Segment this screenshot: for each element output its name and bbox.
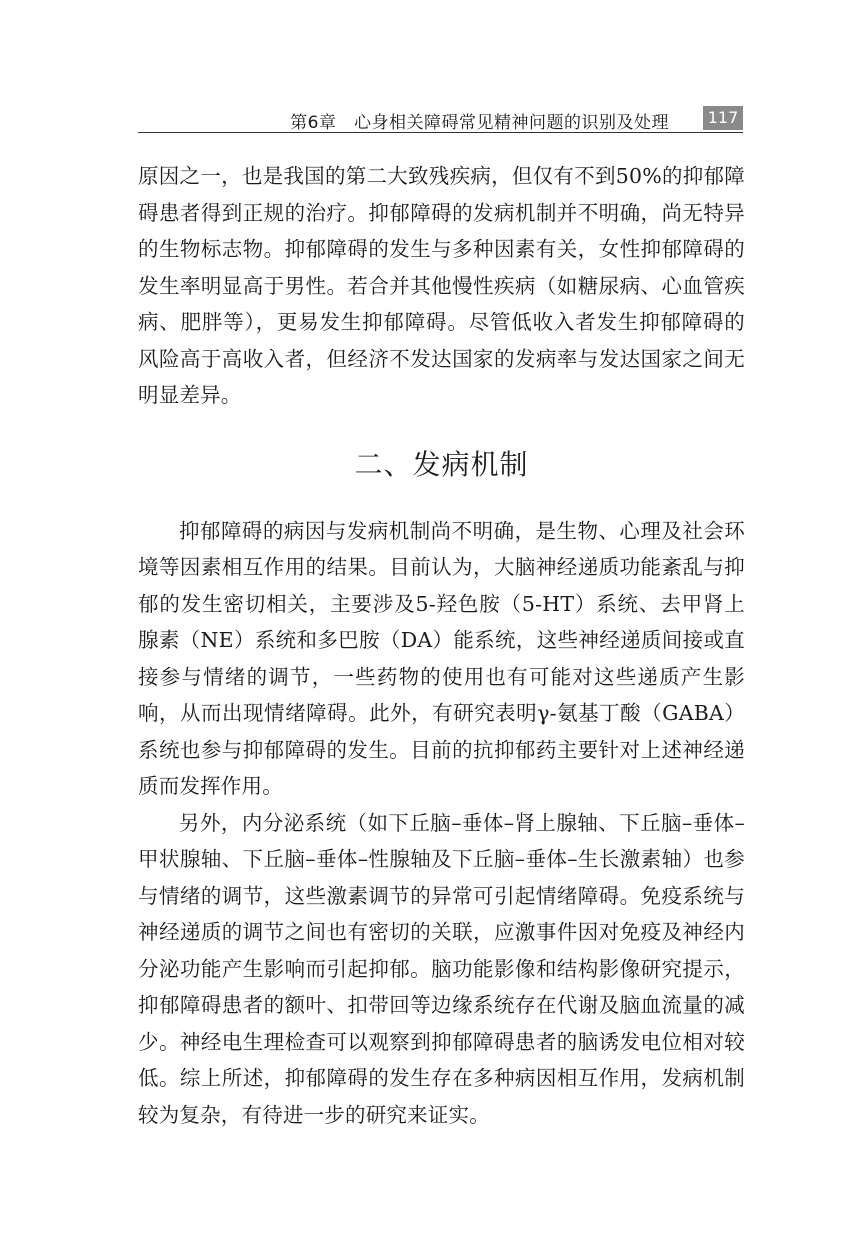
chapter-title: 第6章 心身相关障碍常见精神问题的识别及处理 — [290, 113, 669, 133]
body-paragraph-1: 抑郁障碍的病因与发病机制尚不明确，是生物、心理及社会环境等因素相互作用的结果。目前认为，大脑神经递质功能紊乱与抑郁的发生密切相关，主要涉及5-羟色胺（5-HT）系统、去甲肾上腺素（NE）系统和多巴胺（DA）能系统，这些神经递质间接或直接参与情绪的调节，一些药物的使用也有可能对这些递质产生影响，从而出现情绪障碍。此外，有研究表明γ-氨基丁酸（GABA）系统也参与抑郁障碍的发生。目前的抗抑郁药主要针对上述神经递质而发挥作用。 — [138, 518, 745, 798]
page-number-badge: 117 — [703, 106, 743, 130]
section-heading: 二、发病机制 — [354, 447, 529, 481]
intro-paragraph: 原因之一，也是我国的第二大致残疾病，但仅有不到50%的抑郁障碍患者得到正规的治疗。抑郁障碍的发病机制并不明确，尚无特异的生物标志物。抑郁障碍的发生与多种因素有关，女性抑郁障碍的发生率明显高于男性。若合并其他慢性疾病（如糖尿病、心血管疾病、肥胖等），更易发生抑郁障碍。尽管低收入者发生抑郁障碍的风险高于高收入者，但经济不发达国家的发病率与发达国家之间无明显差异。 — [138, 164, 745, 407]
body-paragraph-2: 另外，内分泌系统（如下丘脑–垂体–肾上腺轴、下丘脑–垂体–甲状腺轴、下丘脑–垂体–性腺轴及下丘脑–垂体–生长激素轴）也参与情绪的调节，这些激素调节的异常可引起情绪障碍。免疫系统与神经递质的调节之间也有密切的关联，应激事件因对免疫及神经内分泌功能产生影响而引起抑郁。脑功能影像和结构影像研究提示，抑郁障碍患者的额叶、扣带回等边缘系统存在代谢及脑血流量的减少。神经电生理检查可以观察到抑郁障碍患者的脑诱发电位相对较低。综上所述，抑郁障碍的发生存在多种病因相互作用，发病机制较为复杂，有待进一步的研究来证实。 — [138, 810, 745, 1127]
page-body — [138, 158, 745, 1133]
running-header — [138, 106, 743, 133]
